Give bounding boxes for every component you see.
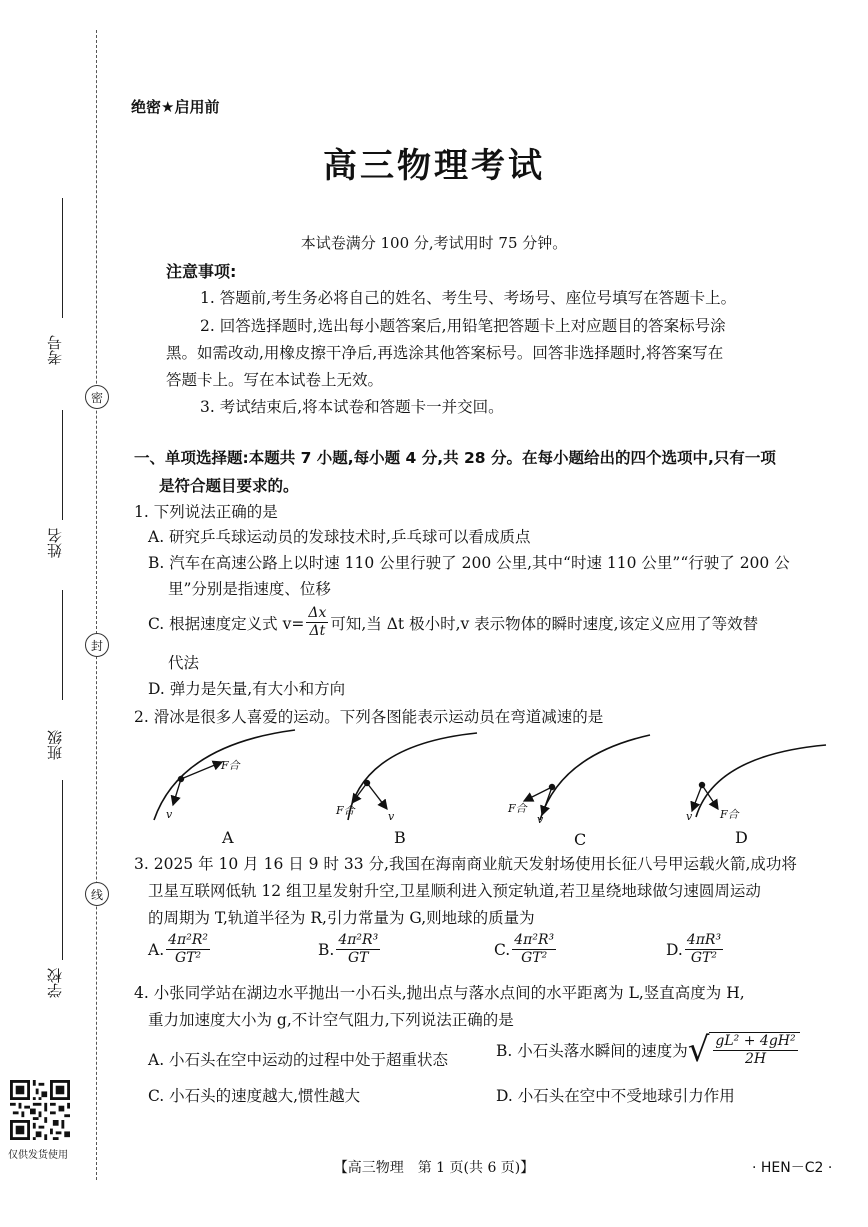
q4-option-d: D. 小石头在空中不受地球引力作用: [496, 1087, 735, 1105]
seal-mark-feng: [85, 633, 109, 657]
school-label: 学校: [46, 968, 64, 998]
q2-stem: 2. 滑冰是很多人喜爱的运动。下列各图能表示运动员在弯道减速的是: [134, 708, 604, 726]
q3-option-d: [666, 932, 725, 967]
section-heading-line-2: 是符合题目要求的。: [159, 477, 299, 495]
q3-line-2: 卫星互联网低轨 12 组卫星发射升空,卫星顺利进入预定轨道,若卫星绕地球做匀速圆周运动: [148, 882, 761, 900]
q1-option-c-line-2: 代法: [168, 654, 200, 672]
q1-option-c-suffix: 可知,当 Δt 极小时,v 表示物体的瞬时速度,该定义应用了等效替: [330, 614, 759, 633]
note-1: 1. 答题前,考生务必将自己的姓名、考生号、考场号、座位号填写在答题卡上。: [200, 289, 737, 307]
fig-a-force-label: F合: [221, 759, 240, 772]
seal-mark-mi: [85, 385, 109, 409]
fig-d-force-label: F合: [720, 808, 739, 821]
class-underline: [62, 590, 63, 700]
exam-no-underline: [62, 198, 63, 318]
q1-option-a: A. 研究乒乓球运动员的发球技术时,乒乓球可以看成质点: [148, 528, 531, 546]
fraction-numerator: 4π²R²: [168, 932, 208, 948]
fraction-denominator: Δt: [309, 623, 326, 639]
fig-c-caption: C: [574, 830, 587, 849]
fraction-denominator: 2H: [744, 1051, 767, 1067]
seal-mark-text: 线: [90, 887, 103, 902]
q1-option-b-line-2: 里”分别是指速度、位移: [168, 580, 331, 598]
binding-dashed-line: [96, 30, 97, 1180]
fraction-numerator: 4π²R³: [338, 932, 379, 948]
fraction-denominator: GT²: [521, 950, 548, 966]
page-title: 高三物理考试: [323, 146, 545, 186]
q4-option-b: [496, 1032, 800, 1068]
q4-line-1: 4. 小张同学站在湖边水平抛出一小石头,抛出点与落水点间的水平距离为 L,竖直高度为 H,: [134, 984, 745, 1002]
fig-b-caption: B: [394, 828, 406, 847]
q3-option-a: [148, 932, 212, 967]
fig-b-velocity-label: v: [388, 810, 395, 823]
q3-line-3: 的周期为 T,轨道半径为 R,引力常量为 G,则地球的质量为: [148, 909, 535, 927]
sqrt-sign: √: [687, 1030, 710, 1070]
q3-option-d-label: D.: [666, 940, 683, 959]
school-underline-2: [62, 930, 63, 960]
seal-mark-xian: [85, 882, 109, 906]
fraction-numerator: gL² + 4gH²: [715, 1033, 796, 1049]
school-underline-1: [62, 780, 63, 930]
fig-a-velocity-label: v: [166, 808, 173, 821]
velocity-fraction: [306, 605, 328, 640]
fig-b-force-label: F合: [336, 804, 355, 817]
section-heading: [134, 444, 834, 500]
sqrt-expression: [688, 1032, 800, 1068]
notes-heading: 注意事项:: [166, 262, 237, 281]
fig-d-caption: D: [735, 828, 748, 847]
q4-option-b-prefix: B. 小石头落水瞬间的速度为: [496, 1042, 688, 1060]
q3-option-a-label: A.: [148, 940, 165, 959]
q3-option-c-label: C.: [494, 940, 511, 959]
fig-d-velocity-label: v: [686, 810, 693, 823]
page-footer: 【高三物理 第 1 页(共 6 页)】: [333, 1160, 535, 1176]
fraction-numerator: 4π²R³: [514, 932, 555, 948]
note-2-line-1: 2. 回答选择题时,选出每小题答案后,用铅笔把答题卡上对应题目的答案标号涂: [200, 317, 726, 335]
q3-option-d-fraction: [685, 932, 723, 967]
q3-option-b: [318, 932, 382, 967]
q4-option-a: A. 小石头在空中运动的过程中处于超重状态: [148, 1051, 449, 1069]
note-2-line-3: 答题卡上。写在本试卷上无效。: [166, 371, 384, 389]
exam-no-label: 考号: [46, 335, 64, 365]
fig-c-force-label: F合: [508, 802, 527, 815]
q3-line-1: 3. 2025 年 10 月 16 日 9 时 33 分,我国在海南商业航天发射场使用长征八号甲运载火箭,成功将: [134, 855, 797, 873]
note-2-line-2: 黑。如需改动,用橡皮擦干净后,再选涂其他答案标号。回答非选择题时,将答案写在: [166, 344, 724, 362]
paper-code: · HEN－C2 ·: [752, 1160, 833, 1176]
q3-option-c-fraction: [512, 932, 556, 967]
fraction-denominator: GT²: [690, 950, 718, 966]
seal-mark-text: 密: [90, 390, 103, 405]
figure-a: [154, 730, 295, 820]
fraction-denominator: GT: [348, 950, 369, 966]
fraction-denominator: GT²: [174, 950, 202, 966]
q1-option-c-prefix: C. 根据速度定义式 v=: [148, 614, 305, 633]
q3-option-a-fraction: [166, 932, 210, 967]
qr-caption: 仅供发货使用: [8, 1150, 68, 1161]
qr-code-image: [10, 1080, 70, 1140]
figure-c: [524, 735, 650, 820]
q4-line-2: 重力加速度大小为 g,不计空气阻力,下列说法正确的是: [148, 1011, 514, 1029]
class-label: 班级: [46, 730, 64, 760]
section-heading-line-1: 一、单项选择题:本题共 7 小题,每小题 4 分,共 28 分。在每小题给出的四个选项中,只有一项: [134, 449, 776, 467]
q4-option-b-fraction: [713, 1033, 797, 1068]
q4-option-c: C. 小石头的速度越大,惯性越大: [148, 1087, 361, 1105]
figure-b: [348, 733, 477, 820]
fig-a-caption: A: [222, 828, 234, 847]
name-underline: [62, 410, 63, 520]
q1-stem: 1. 下列说法正确的是: [134, 503, 278, 521]
sqrt-radicand: [709, 1032, 799, 1068]
exam-intro: 本试卷满分 100 分,考试用时 75 分钟。: [300, 234, 568, 252]
fraction-numerator: 4πR³: [686, 932, 722, 948]
q3-option-b-label: B.: [318, 940, 335, 959]
seal-mark-text: 封: [90, 638, 103, 653]
q3-option-c: [494, 932, 558, 967]
name-label: 姓名: [46, 528, 64, 558]
figure-d: [692, 745, 826, 817]
q1-option-d: D. 弹力是矢量,有大小和方向: [148, 680, 346, 698]
note-3: 3. 考试结束后,将本试卷和答题卡一并交回。: [200, 398, 504, 416]
fraction-numerator: Δx: [308, 605, 327, 621]
confidential-mark: 绝密★启用前: [131, 98, 220, 116]
fig-c-velocity-label: v: [537, 813, 544, 826]
q1-option-c-line-1: [148, 605, 828, 640]
q3-option-b-fraction: [336, 932, 380, 967]
q1-option-b-line-1: B. 汽车在高速公路上以时速 110 公里行驶了 200 公里,其中“时速 110 公里”“行驶了 200 公: [148, 554, 790, 572]
